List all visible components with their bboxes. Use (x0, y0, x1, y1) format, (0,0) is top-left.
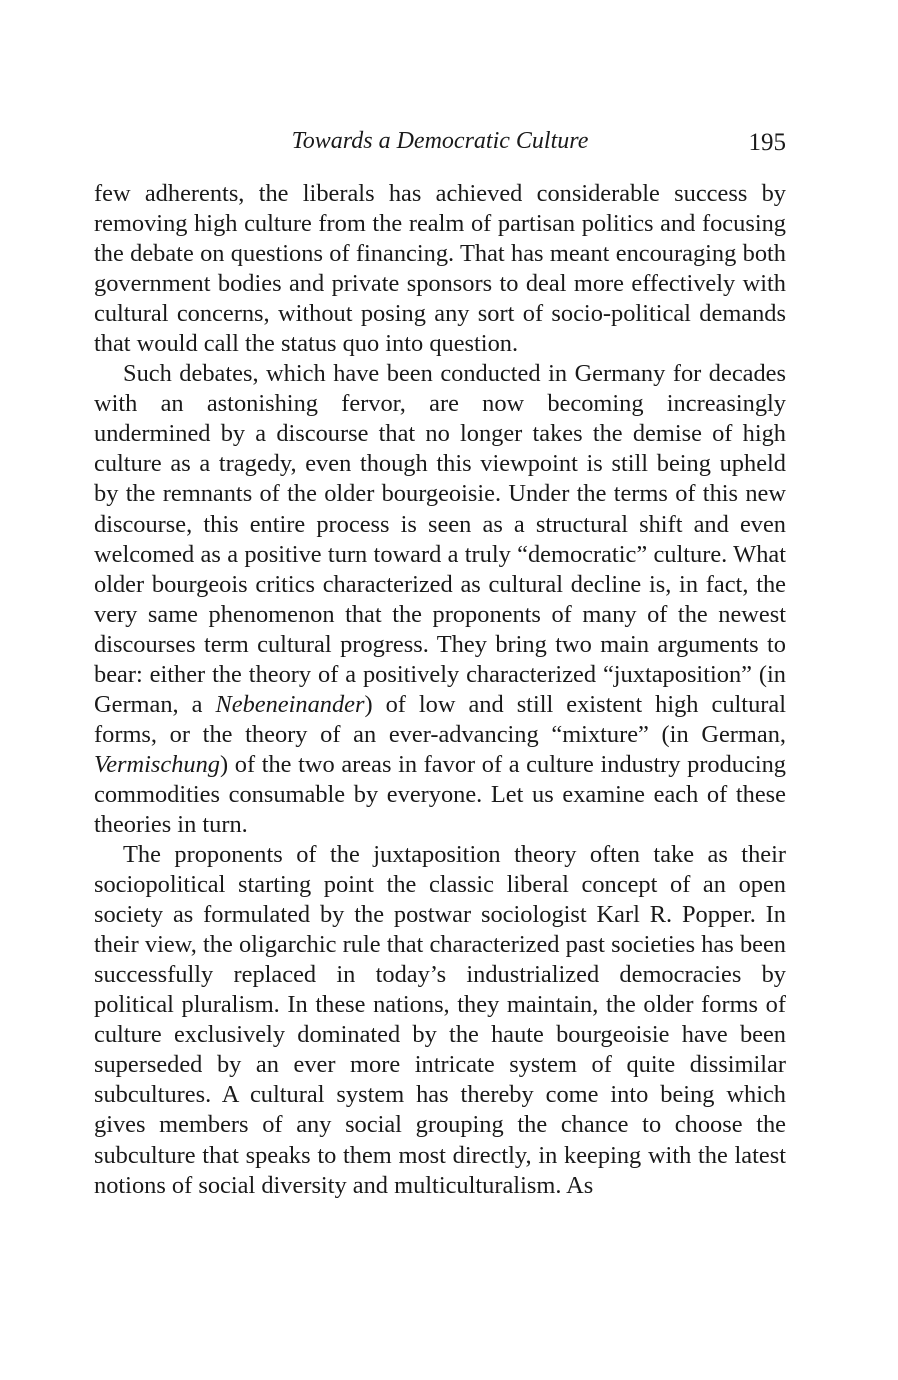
paragraph-2-text-c: ) of the two areas in favor of a culture industry producing commodities consumable by everyone. Let us examine each of these theories in turn. (94, 750, 786, 838)
paragraph-2-text-b: ) of low and still existent high cultural forms, or the theory of an ever-advancing “mixture” (in German, (94, 690, 786, 748)
term-nebeneinander: Nebeneinander (215, 690, 365, 718)
running-head (94, 124, 786, 160)
body-text (94, 179, 786, 1201)
paragraph-1-text: few adherents, the liberals has achieved considerable success by removing high culture from the realm of partisan politics and focusing the debate on questions of financing. That has meant encouraging both government bodies and private sponsors to deal more effectively with cultural concerns, without posing any sort of socio-political demands that would call the status quo into question. (94, 180, 786, 358)
term-vermischung: Vermischung (94, 750, 221, 778)
page-number: 195 (748, 129, 786, 156)
paragraph-1 (94, 179, 786, 359)
paragraph-2-text-a: Such debates, which have been conducted in Germany for decades with an astonishing fervor, are now becoming increasingly undermined by a discourse that no longer takes the demise of high culture as a tragedy, even though this viewpoint is still being upheld by the remnants of the older bourgeoisie. Under the terms of this new discourse, this entire process is seen as a structural shift and even welcomed as a positive turn toward a truly “democratic” culture. What older bourgeois critics characterized as cultural decline is, in fact, the very same phenomenon that the proponents of many of the newest discourses term cultural progress. They bring two main arguments to bear: either the theory of a positively characterized “juxtaposition” (in German, a (94, 360, 786, 718)
paragraph-3-text: The proponents of the juxtaposition theory often take as their sociopolitical starting point the classic liberal concept of an open society as formulated by the postwar sociologist Karl R. Popper. In their view, the oligarchic rule that characterized past societies has been successfully replaced in today’s industrialized democracies by political pluralism. In these nations, they maintain, the older forms of culture exclusively dominated by the haute bourgeoisie have been superseded by an ever more intricate system of quite dissimilar subcultures. A cultural system has thereby come into being which gives members of any social grouping the chance to choose the subculture that speaks to them most directly, in keeping with the latest notions of social diversity and multiculturalism. As (94, 841, 786, 1199)
paragraph-2 (94, 359, 786, 840)
running-title: Towards a Democratic Culture (291, 128, 589, 154)
paragraph-3 (94, 840, 786, 1201)
